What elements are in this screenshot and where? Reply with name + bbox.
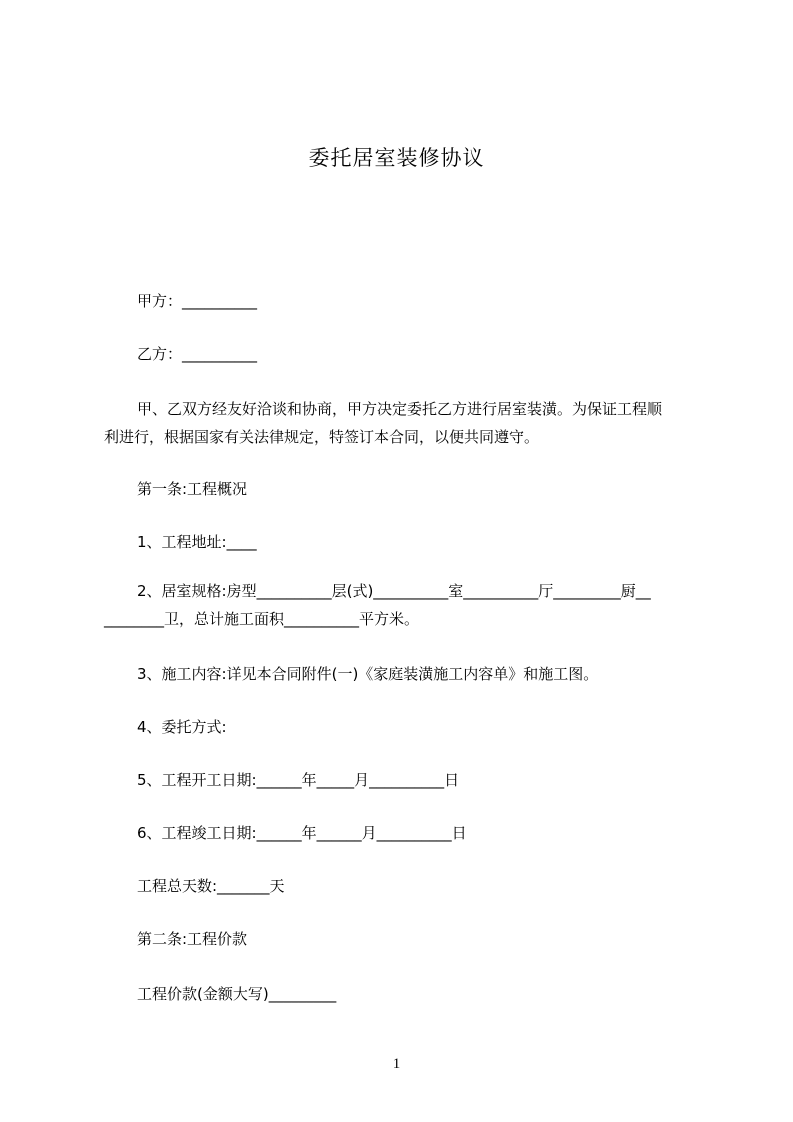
document-title: 委托居室装修协议 [308, 146, 485, 170]
item-4-method: 4、委托方式: [137, 718, 227, 736]
article-1-heading: 第一条:工程概况 [137, 480, 248, 498]
item-6-end-date: 6、工程竣工日期:______年______月__________日 [137, 824, 467, 842]
item-2-paragraph [104, 577, 704, 633]
total-days-line: 工程总天数:_______天 [137, 877, 285, 895]
price-line: 工程价款(金额大写)_________ [137, 985, 337, 1003]
page-number: 1 [392, 1056, 401, 1072]
party-b-line: 乙方：__________ [137, 345, 258, 363]
intro-line-1: 甲、乙双方经友好洽谈和协商，甲方决定委托乙方进行居室装潢。为保证工程顺 [137, 400, 663, 418]
item-2-line-1: 2、居室规格:房型__________层(式)__________室__________厅_________厨__ [137, 582, 651, 600]
item-1-address: 1、工程地址:____ [137, 533, 257, 551]
intro-paragraph [104, 395, 704, 451]
item-3-content: 3、施工内容:详见本合同附件(一)《家庭装潢施工内容单》和施工图。 [137, 665, 599, 683]
item-5-start-date: 5、工程开工日期:______年_____月__________日 [137, 771, 460, 789]
article-2-heading: 第二条:工程价款 [137, 930, 248, 948]
party-a-line: 甲方：__________ [137, 292, 258, 310]
intro-line-2: 利进行，根据国家有关法律规定，特签订本合同，以便共同遵守。 [104, 428, 540, 446]
item-2-line-2: ________卫，总计施工面积__________平方米。 [104, 610, 420, 628]
